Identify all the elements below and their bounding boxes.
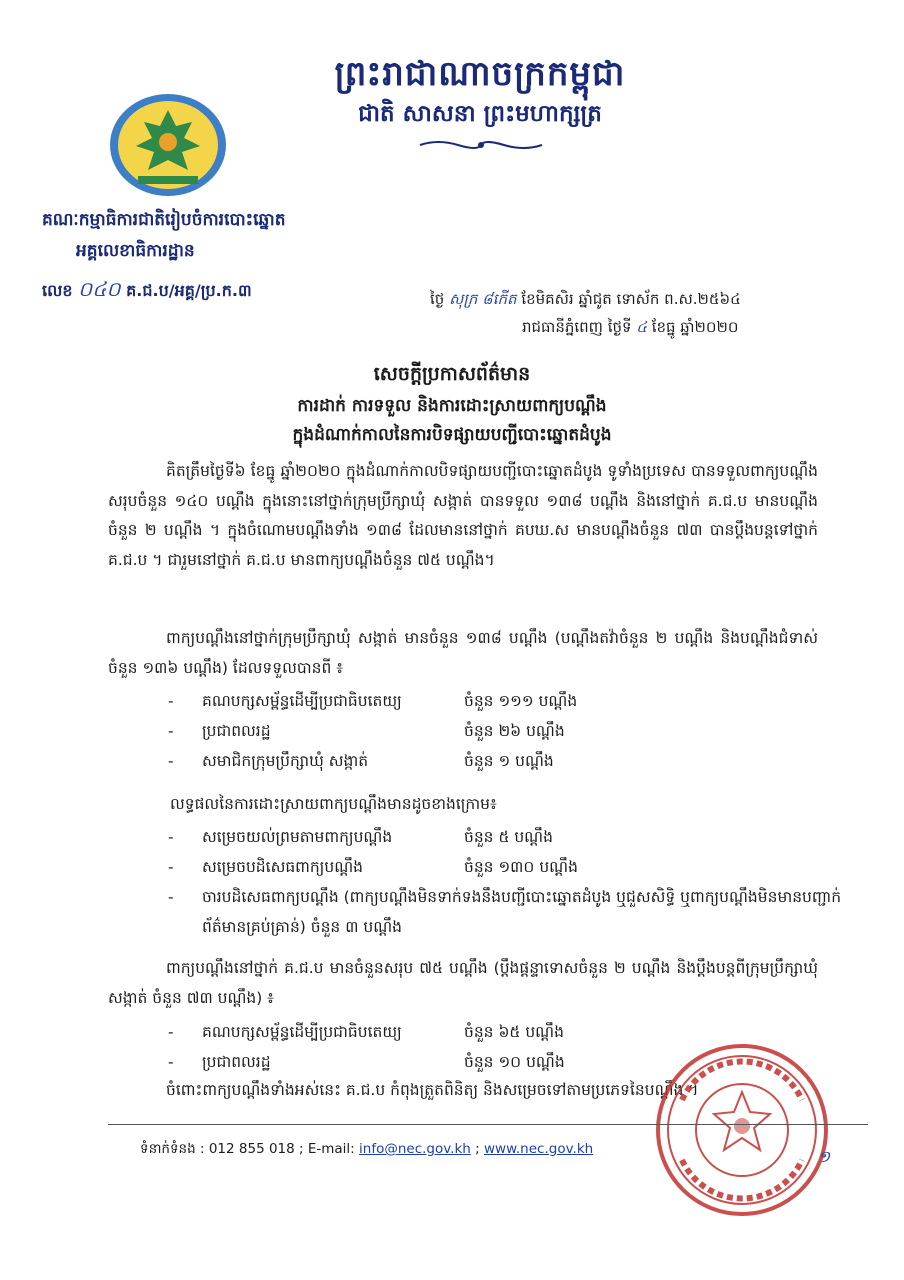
paragraph-commune-level: ពាក្យបណ្តឹងនៅថ្នាក់ក្រុមប្រឹក្សាឃុំ សង្កាត់ មានចំនួន ១៣៨ បណ្តឹង (បណ្តឹងតវ៉ាចំនួន ២ បណ្តឹង និងបណ្តឹងជំទាស់ចំនួន ១៣៦ បណ្តឹង) ដែលទទួលបានពី ៖ [108, 629, 818, 677]
document-title: សេចក្តីប្រកាសព័ត៌មាន [373, 363, 531, 385]
solar-day-handwritten: ៤ [636, 318, 647, 336]
lunar-date [430, 290, 741, 312]
lunar-prefix: ថ្ងៃ [430, 290, 445, 308]
list-item: - សម្រេចបដិសេធពាក្យបណ្តឹង ចំនួន ១៣០ បណ្តឹង [168, 858, 578, 876]
ref-number-handwritten: ០៤០ [78, 277, 121, 301]
contact-info: ទំនាក់ទំនង : 012 855 018 ; E-mail: info@nec.gov.kh ; www.nec.gov.kh [140, 1141, 594, 1157]
results-list [168, 822, 852, 942]
ref-label: លេខ [42, 281, 73, 300]
page-number: ១ [818, 1147, 831, 1166]
paragraph-summary: គិតត្រឹមថ្ងៃទី៦ ខែធ្នូ ឆ្នាំ២០២០ ក្នុងដំណាក់កាលបិទផ្សាយបញ្ជីបោះឆ្នោតដំបូង ទូទាំងប្រទេស បានទទួលពាក្យបណ្តឹងសរុបចំនួន ១៤០ បណ្តឹង ក្នុងនោះនៅថ្នាក់ក្រុមប្រឹក្សាឃុំ សង្កាត់ បានទទួល ១៣៨ បណ្តឹង និងនៅថ្នាក់ គ.ជ.ប មានបណ្តឹងចំនួន ២ បណ្តឹង ។ ក្នុងចំណោមបណ្តឹងទាំង ១៣៨ ដែលមាននៅថ្នាក់ គបឃ.ស មានបណ្តឹងចំនួន ៧៣ បានប្តឹងបន្តទៅថ្នាក់ គ.ជ.ប ។ ជារួមនៅថ្នាក់ គ.ជ.ប មានពាក្យបណ្តឹងចំនួន ៧៥ បណ្តឹង។ [108, 462, 818, 569]
official-seal-stamp [652, 1040, 832, 1220]
organization-name: គណៈកម្មាធិការជាតិរៀបចំការបោះឆ្នោត [42, 210, 286, 230]
department-name: អគ្គលេខាធិការដ្ឋាន [76, 241, 195, 261]
complaint-sources-list [168, 686, 577, 776]
solar-prefix: រាជធានីភ្នំពេញ ថ្ងៃទី [522, 318, 632, 336]
document-subtitle-2: ក្នុងដំណាក់កាលនៃការបិទផ្សាយបញ្ជីបោះឆ្នោតដំបូង [292, 425, 612, 445]
list-item: - គណបក្សសម្ព័ន្ធដើម្បីប្រជាធិបតេយ្យ ចំនួន ១១១ បណ្តឹង [168, 692, 578, 710]
email-link[interactable]: info@nec.gov.kh [359, 1141, 471, 1157]
list-item: - គណបក្សសម្ព័ន្ធដើម្បីប្រជាធិបតេយ្យ ចំនួន ៦៥ បណ្តឹង [168, 1023, 564, 1041]
list-item: - សម្រេចយល់ព្រមតាមពាក្យបណ្តឹង ចំនួន ៥ បណ្តឹង [168, 828, 553, 846]
paragraph-results-intro: លទ្ធផលនៃការដោះស្រាយពាក្យបណ្តឹងមានដូចខាងក្រោម៖ [170, 795, 497, 813]
lunar-day-handwritten: សុក្រ ៨កើត [449, 290, 517, 308]
list-item: - ប្រជាពលរដ្ឋ ចំនួន ១០ បណ្តឹង [168, 1053, 565, 1071]
list-item: - ចារបដិសេធពាក្យបណ្តឹង (ពាក្យបណ្តឹងមិនទាក់ទងនឹងបញ្ជីបោះឆ្នោតដំបូង ឬជួសសិទ្ធិ ឬពាក្យបណ្តឹងមិនមានបញ្ជាក់ព័ត៌មានគ្រប់គ្រាន់) ចំនួន ៣ បណ្តឹង [168, 888, 842, 936]
reference-number [42, 276, 252, 306]
contact-prefix: ទំនាក់ទំនង : 012 855 018 ; E-mail: [140, 1141, 360, 1157]
solar-rest: ខែធ្នូ ឆ្នាំ២០២០ [651, 318, 739, 336]
kingdom-title: ព្រះរាជាណាចក្រកម្ពុជា [334, 54, 626, 94]
website-link[interactable]: www.nec.gov.kh [484, 1141, 594, 1157]
paragraph-nec-level: ពាក្យបណ្តឹងនៅថ្នាក់ គ.ជ.ប មានចំនួនសរុប ៧៥ បណ្តឹង (ប្តឹងផ្តន្ទាទោសចំនួន ២ បណ្តឹង និងប្តឹងបន្តពីក្រុមប្រឹក្សាឃុំ សង្កាត់ ចំនួន ៧៣ បណ្តឹង) ៖ [108, 959, 818, 1007]
nec-sources-list [168, 1017, 565, 1077]
footer-divider [108, 1124, 868, 1125]
solar-date [522, 318, 739, 340]
ref-code: គ.ជ.ប/អគ្គ/ប្រ.ក.៣ [126, 281, 252, 300]
list-item: - សមាជិកក្រុមប្រឹក្សាឃុំ សង្កាត់ ចំនួន ១ បណ្តឹង [168, 752, 554, 770]
lunar-rest: ខែមិគសិរ ឆ្នាំជូត ទោស័ក ព.ស.២៥៦៤ [521, 290, 741, 308]
document-subtitle-1: ការដាក់ ការទទួល និងការដោះស្រាយពាក្យបណ្តឹង [297, 396, 607, 416]
ornament-divider [418, 138, 544, 152]
list-item: - ប្រជាពលរដ្ឋ ចំនួន ២៦ បណ្តឹង [168, 722, 565, 740]
paragraph-conclusion: ចំពោះពាក្យបណ្តឹងទាំងអស់នេះ គ.ជ.ប កំពុងត្រួតពិនិត្យ និងសម្រេចទៅតាមប្រភេទនៃបណ្តឹង ។ [166, 1081, 699, 1099]
nec-emblem-logo [108, 92, 228, 198]
national-motto: ជាតិ សាសនា ព្រះមហាក្សត្រ [358, 101, 602, 127]
